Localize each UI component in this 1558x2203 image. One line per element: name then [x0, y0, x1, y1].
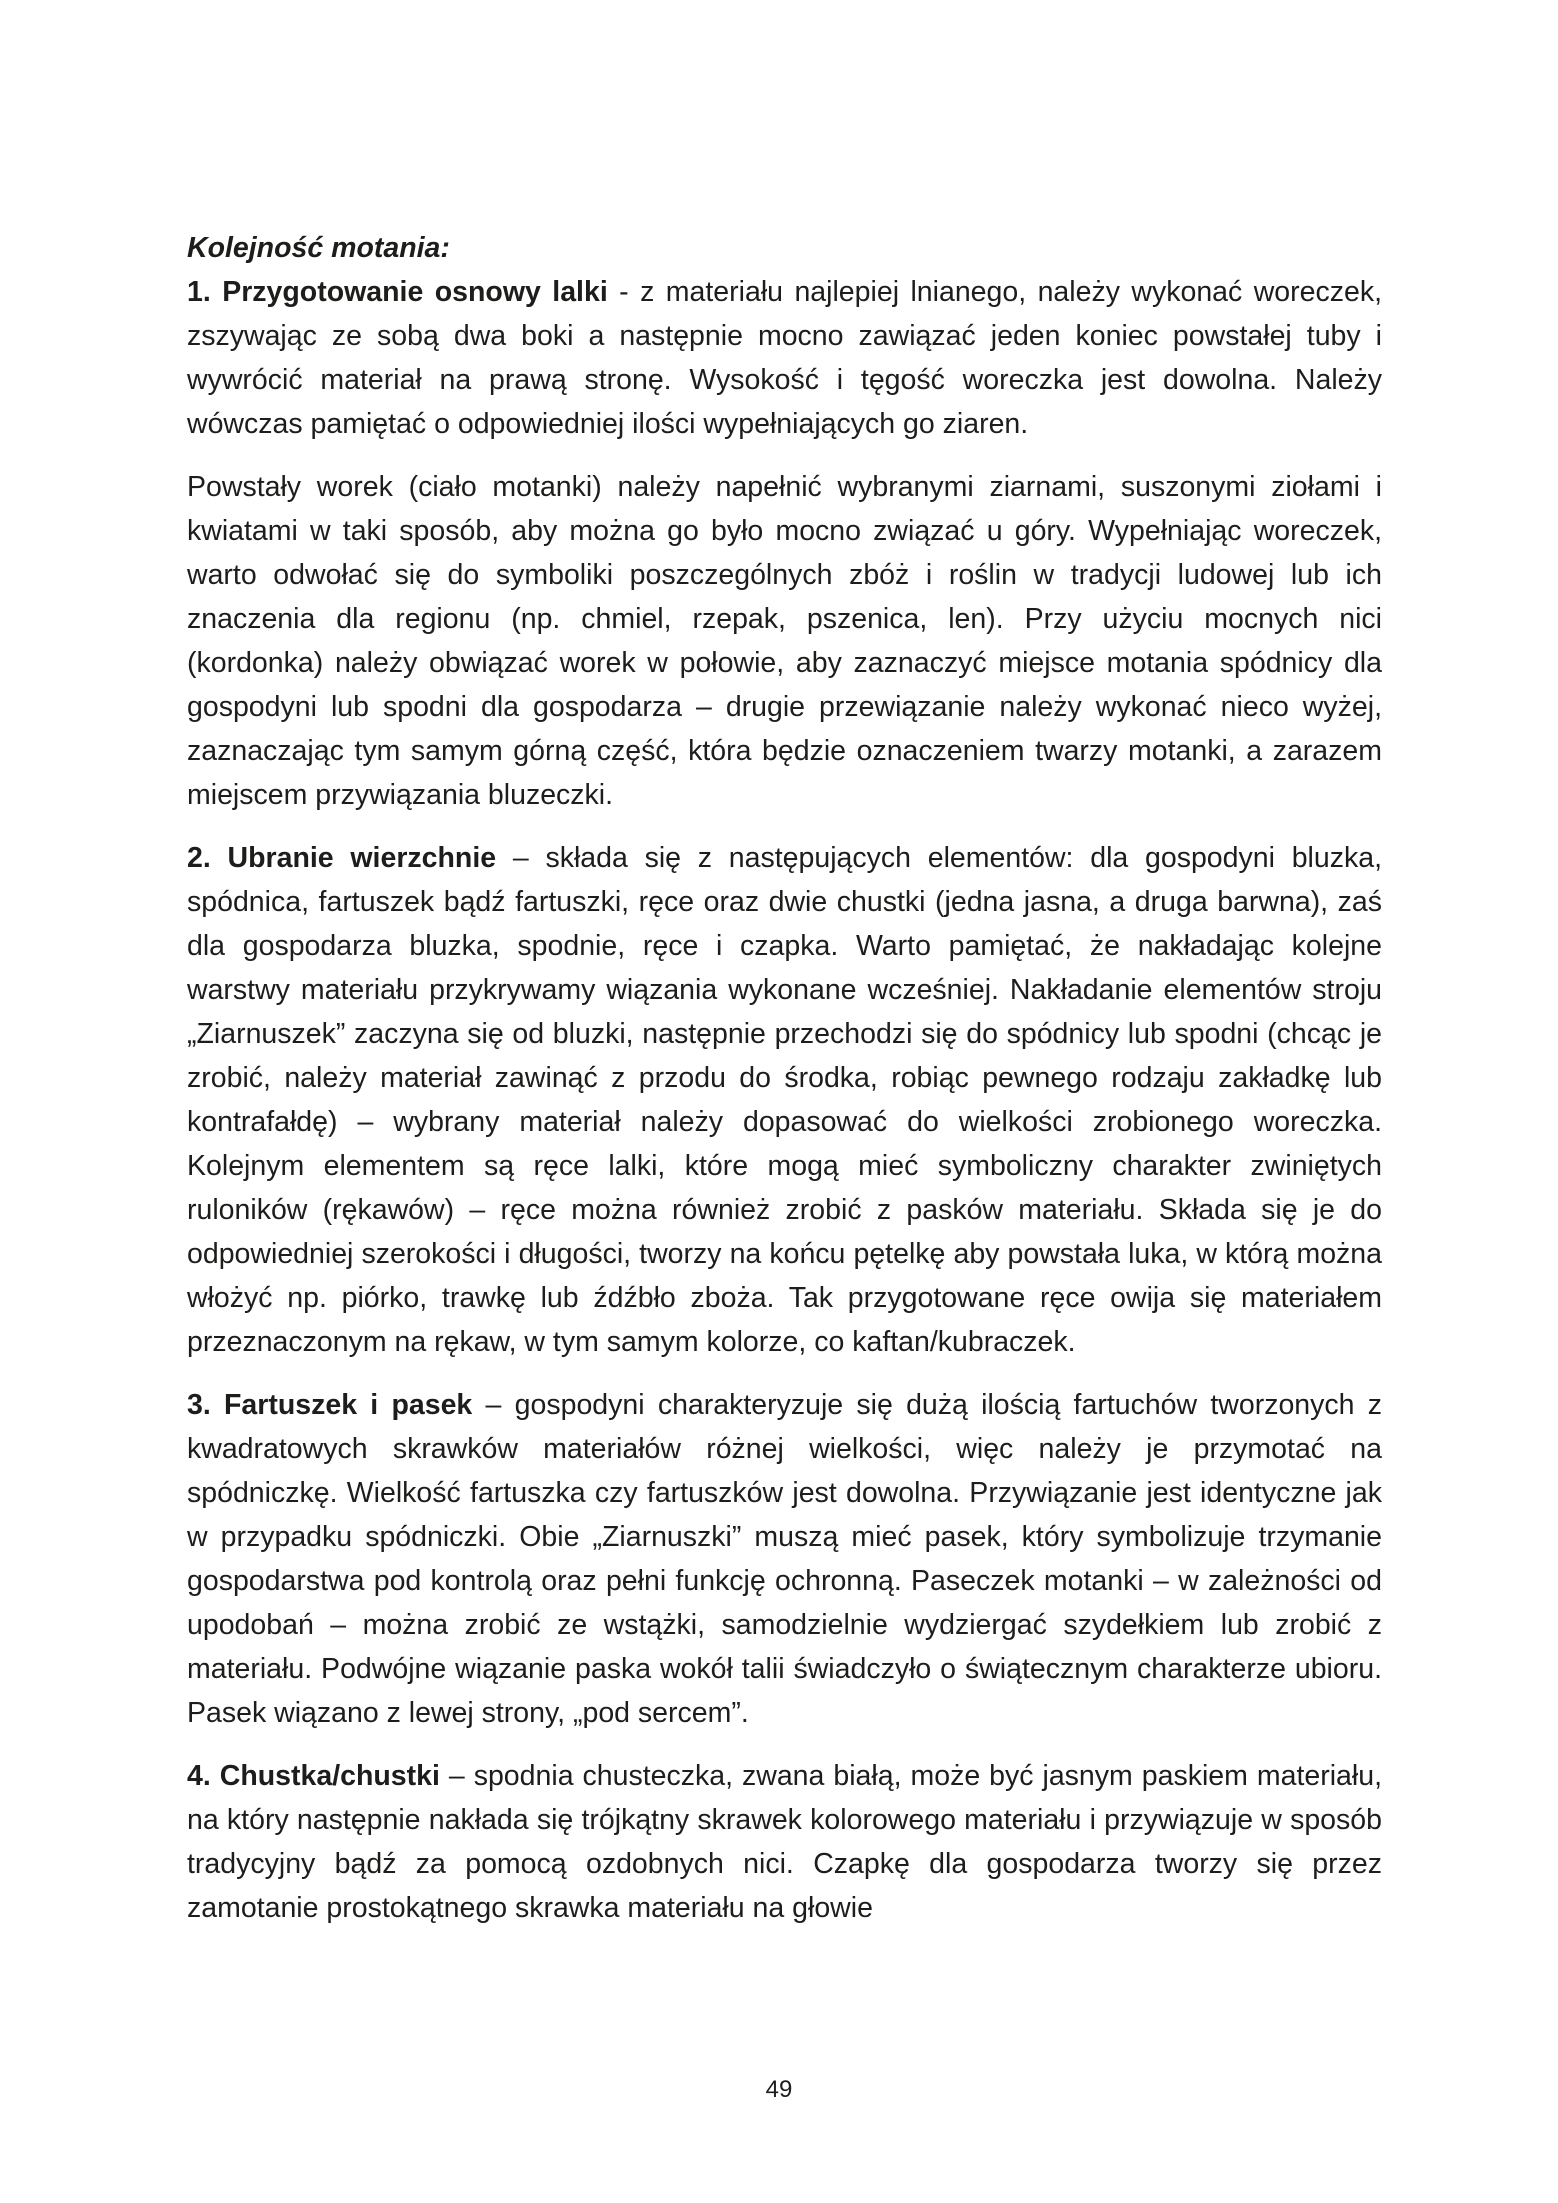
paragraph-step-2	[187, 836, 1382, 1364]
step-1-title: 1. Przygotowanie osnowy lalki	[187, 276, 608, 308]
paragraph-step-4	[187, 1754, 1382, 1930]
page-body	[187, 226, 1382, 1949]
step-4-text: – spodnia chusteczka, zwana białą, może być jasnym paskiem materiału, na który następnie nakłada się trójkątny skrawek kolorowego materiału i przywiązuje w sposób tradycyjny bądź za pomocą ozdobnych nici. Czapkę dla gospodarza tworzy się przez zamotanie prostokątnego skrawka materiału na głowie	[187, 1760, 1382, 1924]
step-3-title: 3. Fartuszek i pasek	[187, 1389, 473, 1421]
filling-text: Powstały worek (ciało motanki) należy napełnić wybranymi ziarnami, suszonymi ziołami i kwiatami w taki sposób, aby można go było mocno związać u góry. Wypełniając woreczek, warto odwołać się do symboliki poszczególnych zbóż i roślin w tradycji ludowej lub ich znaczenia dla regionu (np. chmiel, rzepak, pszenica, len). Przy użyciu mocnych nici (kordonka) należy obwiązać worek w połowie, aby zaznaczyć miejsce motania spódnicy dla gospodyni lub spodni dla gospodarza – drugie przewiązanie należy wykonać nieco wyżej, zaznaczając tym samym górną część, która będzie oznaczeniem twarzy motanki, a zarazem miejscem przywiązania bluzeczki.	[187, 471, 1382, 811]
paragraph-filling	[187, 465, 1382, 817]
step-4-title: 4. Chustka/chustki	[187, 1760, 440, 1792]
step-1-text: - z materiału najlepiej lnianego, należy wykonać woreczek, zszywając ze sobą dwa boki a następnie mocno zawiązać jeden koniec powstałej tuby i wywrócić materiał na prawą stronę. Wysokość i tęgość woreczka jest dowolna. Należy wówczas pamiętać o odpowiedniej ilości wypełniających go ziaren.	[187, 276, 1382, 440]
paragraph-step-3	[187, 1383, 1382, 1735]
step-3-text: – gospodyni charakteryzuje się dużą ilością fartuchów tworzonych z kwadratowych skrawków materiałów różnej wielkości, więc należy je przymotać na spódniczkę. Wielkość fartuszka czy fartuszków jest dowolna. Przywiązanie jest identyczne jak w przypadku spódniczki. Obie „Ziarnuszki” muszą mieć pasek, który symbolizuje trzymanie gospodarstwa pod kontrolą oraz pełni funkcję ochronną. Paseczek motanki – w zależności od upodobań – można zrobić ze wstążki, samodzielnie wydziergać szydełkiem lub zrobić z materiału. Podwójne wiązanie paska wokół talii świadczyło o świątecznym charakterze ubioru. Pasek wiązano z lewej strony, „pod sercem”.	[187, 1389, 1383, 1729]
step-2-text: – składa się z następujących elementów: dla gospodyni bluzka, spódnica, fartuszek bądź fartuszki, ręce oraz dwie chustki (jedna jasna, a druga barwna), zaś dla gospodarza bluzka, spodnie, ręce i czapka. Warto pamiętać, że nakładając kolejne warstwy materiału przykrywamy wiązania wykonane wcześniej. Nakładanie elementów stroju „Ziarnuszek” zaczyna się od bluzki, następnie przechodzi się do spódnicy lub spodni (chcąc je zrobić, należy materiał zawinąć z przodu do środka, robiąc pewnego rodzaju zakładkę lub kontrafałdę) – wybrany materiał należy dopasować do wielkości zrobionego woreczka. Kolejnym elementem są ręce lalki, które mogą mieć symboliczny charakter zwiniętych ruloników (rękawów) – ręce można również zrobić z pasków materiału. Składa się je do odpowiedniej szerokości i długości, tworzy na końcu pętelkę aby powstała luka, w którą można włożyć np. piórko, trawkę lub źdźbło zboża. Tak przygotowane ręce owija się materiałem przeznaczonym na rękaw, w tym samym kolorze, co kaftan/kubraczek.	[187, 842, 1382, 1358]
page-number: 49	[765, 2076, 793, 2103]
paragraph-step-1	[187, 270, 1382, 446]
section-heading: Kolejność motania:	[187, 232, 450, 264]
step-2-title: 2. Ubranie wierzchnie	[187, 842, 497, 874]
